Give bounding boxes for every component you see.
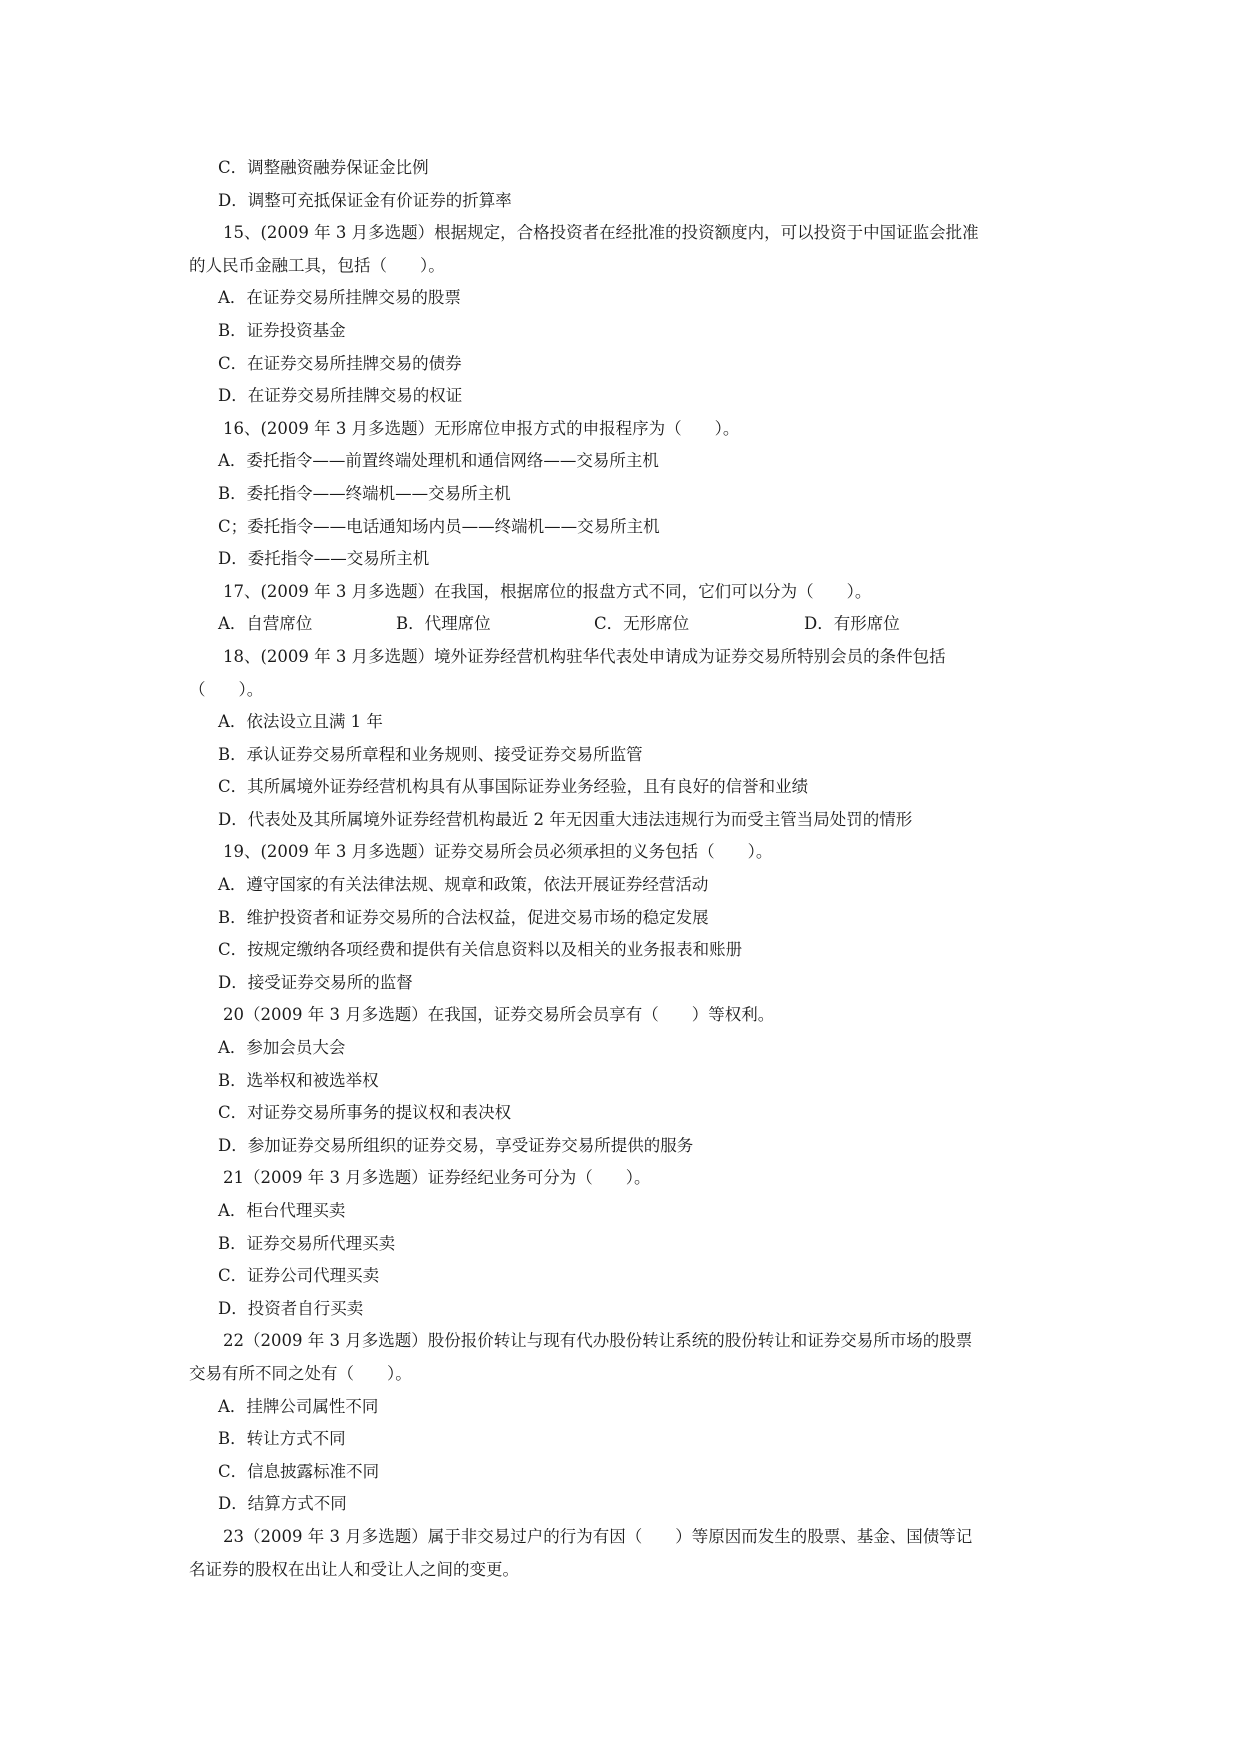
option-line: D．投资者自行买卖 bbox=[218, 1298, 364, 1318]
question-line: 的人民币金融工具，包括（ ）。 bbox=[189, 255, 445, 275]
option-item: B．代理席位 bbox=[396, 614, 491, 634]
question-line: 17、(2009 年 3 月多选题）在我国，根据席位的报盘方式不同，它们可以分为（ ）。 bbox=[223, 581, 872, 601]
option-line: C．按规定缴纳各项经费和提供有关信息资料以及相关的业务报表和账册 bbox=[218, 940, 743, 960]
option-line: C．对证券交易所事务的提议权和表决权 bbox=[218, 1103, 512, 1123]
option-line: A．参加会员大会 bbox=[218, 1038, 346, 1058]
option-line: D．代表处及其所属境外证券经营机构最近 2 年无因重大违法违规行为而受主管当局处罚的情形 bbox=[218, 809, 913, 829]
question-line: 22（2009 年 3 月多选题）股份报价转让与现有代办股份转让系统的股份转让和证券交易所市场的股票 bbox=[223, 1331, 973, 1351]
question-line: 20（2009 年 3 月多选题）在我国，证券交易所会员享有（ ）等权利。 bbox=[223, 1005, 775, 1025]
option-line: D．接受证券交易所的监督 bbox=[218, 972, 413, 992]
option-item: A．自营席位 bbox=[218, 614, 313, 634]
option-line: B．转让方式不同 bbox=[218, 1429, 346, 1449]
option-line: B．承认证券交易所章程和业务规则、接受证券交易所监管 bbox=[218, 744, 643, 764]
option-line: B．证券投资基金 bbox=[218, 320, 346, 340]
question-line: 名证券的股权在出让人和受让人之间的变更。 bbox=[189, 1559, 519, 1579]
option-line: B．选举权和被选举权 bbox=[218, 1070, 379, 1090]
option-line: C．其所属境外证券经营机构具有从事国际证券业务经验，且有良好的信誉和业绩 bbox=[218, 777, 809, 797]
option-line: C．信息披露标准不同 bbox=[218, 1461, 380, 1481]
question-line: 18、(2009 年 3 月多选题）境外证券经营机构驻华代表处申请成为证券交易所特别会员的条件包括 bbox=[223, 646, 946, 666]
option-line: A．在证券交易所挂牌交易的股票 bbox=[218, 288, 461, 308]
option-line: A．挂牌公司属性不同 bbox=[218, 1396, 379, 1416]
option-line: D．调整可充抵保证金有价证券的折算率 bbox=[218, 190, 512, 210]
option-line: D．委托指令——交易所主机 bbox=[218, 549, 430, 569]
document-body bbox=[189, 152, 1059, 1586]
question-line: 19、(2009 年 3 月多选题）证券交易所会员必须承担的义务包括（ ）。 bbox=[223, 842, 773, 862]
option-line: D．参加证券交易所组织的证券交易，享受证券交易所提供的服务 bbox=[218, 1135, 694, 1155]
option-line: C．调整融资融券保证金比例 bbox=[218, 158, 429, 177]
option-line: C；委托指令——电话通知场内员——终端机——交易所主机 bbox=[218, 516, 660, 536]
option-line: D．结算方式不同 bbox=[218, 1494, 347, 1514]
option-line: D．在证券交易所挂牌交易的权证 bbox=[218, 386, 463, 406]
option-line: C．在证券交易所挂牌交易的债券 bbox=[218, 353, 462, 373]
option-line: A．委托指令——前置终端处理机和通信网络——交易所主机 bbox=[218, 451, 659, 471]
option-item: D．有形席位 bbox=[804, 614, 900, 634]
option-line: C．证券公司代理买卖 bbox=[218, 1266, 380, 1286]
question-line: 16、(2009 年 3 月多选题）无形席位申报方式的申报程序为（ ）。 bbox=[223, 418, 740, 438]
option-line: A．遵守国家的有关法律法规、规章和政策，依法开展证券经营活动 bbox=[218, 875, 709, 895]
question-line: 23（2009 年 3 月多选题）属于非交易过户的行为有因（ ）等原因而发生的股票、基金、国债等记 bbox=[223, 1526, 973, 1546]
option-row bbox=[189, 608, 1059, 641]
option-line: A．依法设立且满 1 年 bbox=[218, 712, 383, 732]
question-line: （ ）。 bbox=[189, 679, 264, 699]
option-line: B．委托指令——终端机——交易所主机 bbox=[218, 483, 511, 503]
option-item: C．无形席位 bbox=[594, 614, 690, 634]
question-line: 15、(2009 年 3 月多选题）根据规定，合格投资者在经批准的投资额度内，可以投资于中国证监会批准 bbox=[223, 223, 979, 243]
option-line: B．维护投资者和证券交易所的合法权益，促进交易市场的稳定发展 bbox=[218, 907, 709, 927]
question-line: 21（2009 年 3 月多选题）证券经纪业务可分为（ ）。 bbox=[223, 1168, 651, 1188]
option-line: B．证券交易所代理买卖 bbox=[218, 1233, 396, 1253]
option-line: A．柜台代理买卖 bbox=[218, 1201, 346, 1220]
question-line: 交易有所不同之处有（ ）。 bbox=[189, 1363, 412, 1383]
